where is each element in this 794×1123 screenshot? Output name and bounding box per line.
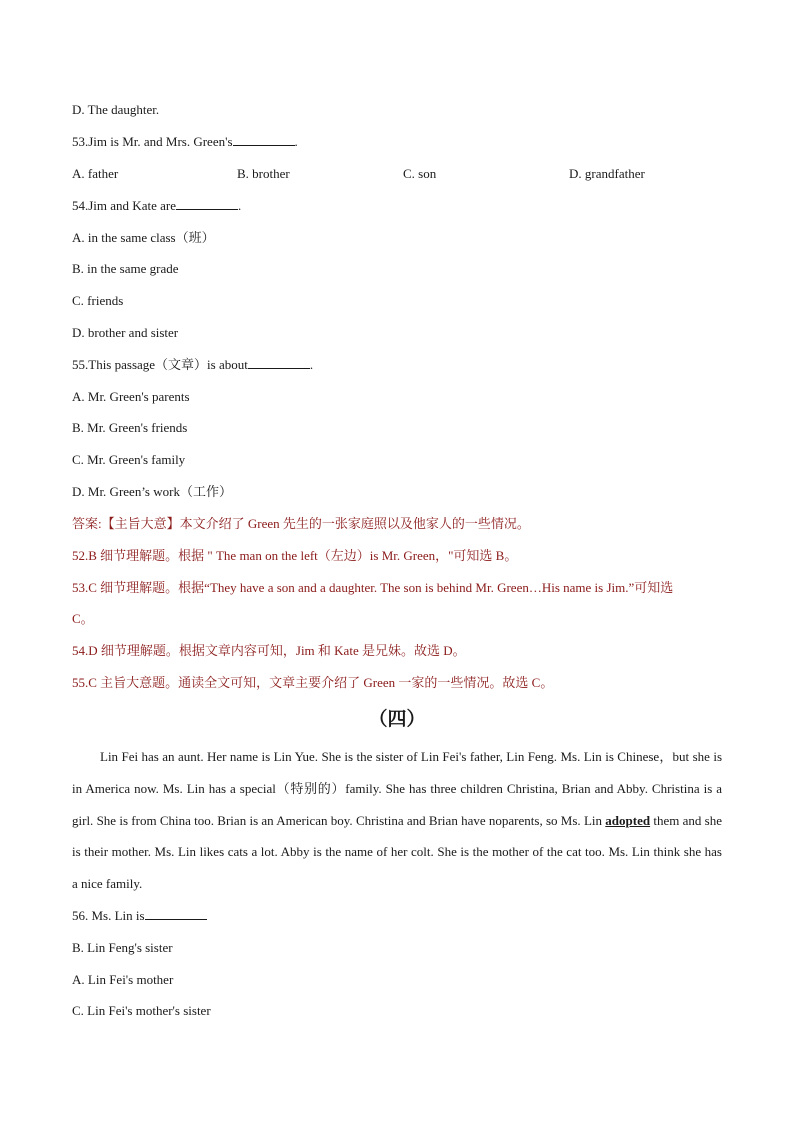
q54-option-b: B. in the same grade <box>72 261 179 276</box>
answer-53: 53.C 细节理解题。根据“They have a son and a daughter. The son is behind Mr. Green…His name is Jim.”可知选 <box>72 580 674 595</box>
answer-53-continued: C。 <box>72 611 94 626</box>
question-56-stem: 56. Ms. Lin is <box>72 908 145 923</box>
question-53 <box>72 133 298 151</box>
q55-option-a: A. Mr. Green's parents <box>72 389 190 404</box>
question-54-stem: 54.Jim and Kate are <box>72 198 176 213</box>
passage-text: Lin Fei has an aunt. Her name is Lin Yue. She is the sister of Lin Fei's father, Lin Feng. Ms. Lin is Chinese，but she is in America now. Ms. Lin has a special（特别的）family. She has three children Christina, Brian and Abby. Christina is a girl. She is from China too. Brian is an American boy. Christina and Brian have noparents, so Ms. Lin <box>72 749 722 828</box>
q55-option-c: C. Mr. Green's family <box>72 452 186 467</box>
q52-option-d: D. The daughter. <box>72 102 160 117</box>
question-55-end: . <box>309 357 314 372</box>
answer-blank <box>145 907 207 920</box>
question-55 <box>72 356 313 374</box>
question-55-stem: 55.This passage（文章）is about <box>72 357 248 372</box>
q54-option-a: A. in the same class（班） <box>72 230 215 245</box>
section-title: （四） <box>368 708 426 730</box>
reading-passage <box>72 741 722 900</box>
q56-option-a: A. Lin Fei's mother <box>72 972 174 987</box>
answer-blank <box>248 356 310 369</box>
answer-blank <box>233 133 295 146</box>
highlighted-word: adopted <box>605 812 651 828</box>
q53-option-a: A. father <box>72 166 119 181</box>
q53-option-d: D. grandfather <box>569 166 645 181</box>
answer-55: 55.C 主旨大意题。通读全文可知，文章主要介绍了 Green 一家的一些情况。故选 C。 <box>72 675 554 690</box>
q56-option-b: B. Lin Feng's sister <box>72 940 173 955</box>
question-56 <box>72 907 207 925</box>
answer-54: 54.D 细节理解题。根据文章内容可知，Jim 和 Kate 是兄妹。故选 D。 <box>72 643 466 658</box>
q54-option-c: C. friends <box>72 293 124 308</box>
question-54-end: . <box>237 198 242 213</box>
q55-option-b: B. Mr. Green's friends <box>72 420 188 435</box>
answer-52: 52.B 细节理解题。根据 " The man on the left（左边）is Mr. Green，"可知选 B。 <box>72 548 518 563</box>
q55-option-d: D. Mr. Green’s work（工作） <box>72 484 232 499</box>
question-53-end: . <box>294 134 298 149</box>
answer-blank <box>176 197 238 210</box>
passage-text-continued: them and she is their mother. Ms. Lin likes cats a lot. Abby is the name of her colt. She is the mother of the cat too. Ms. Lin think she has a nice family. <box>72 812 723 892</box>
q56-option-c: C. Lin Fei's mother's sister <box>72 1003 211 1018</box>
question-53-stem: 53.Jim is Mr. and Mrs. Green's <box>72 134 233 149</box>
q53-option-c: C. son <box>403 166 437 181</box>
q54-option-d: D. brother and sister <box>72 325 179 340</box>
q53-option-b: B. brother <box>237 166 290 181</box>
answer-main-idea: 答案:【主旨大意】本文介绍了 Green 先生的一张家庭照以及他家人的一些情况。 <box>72 516 530 531</box>
question-54 <box>72 197 241 215</box>
